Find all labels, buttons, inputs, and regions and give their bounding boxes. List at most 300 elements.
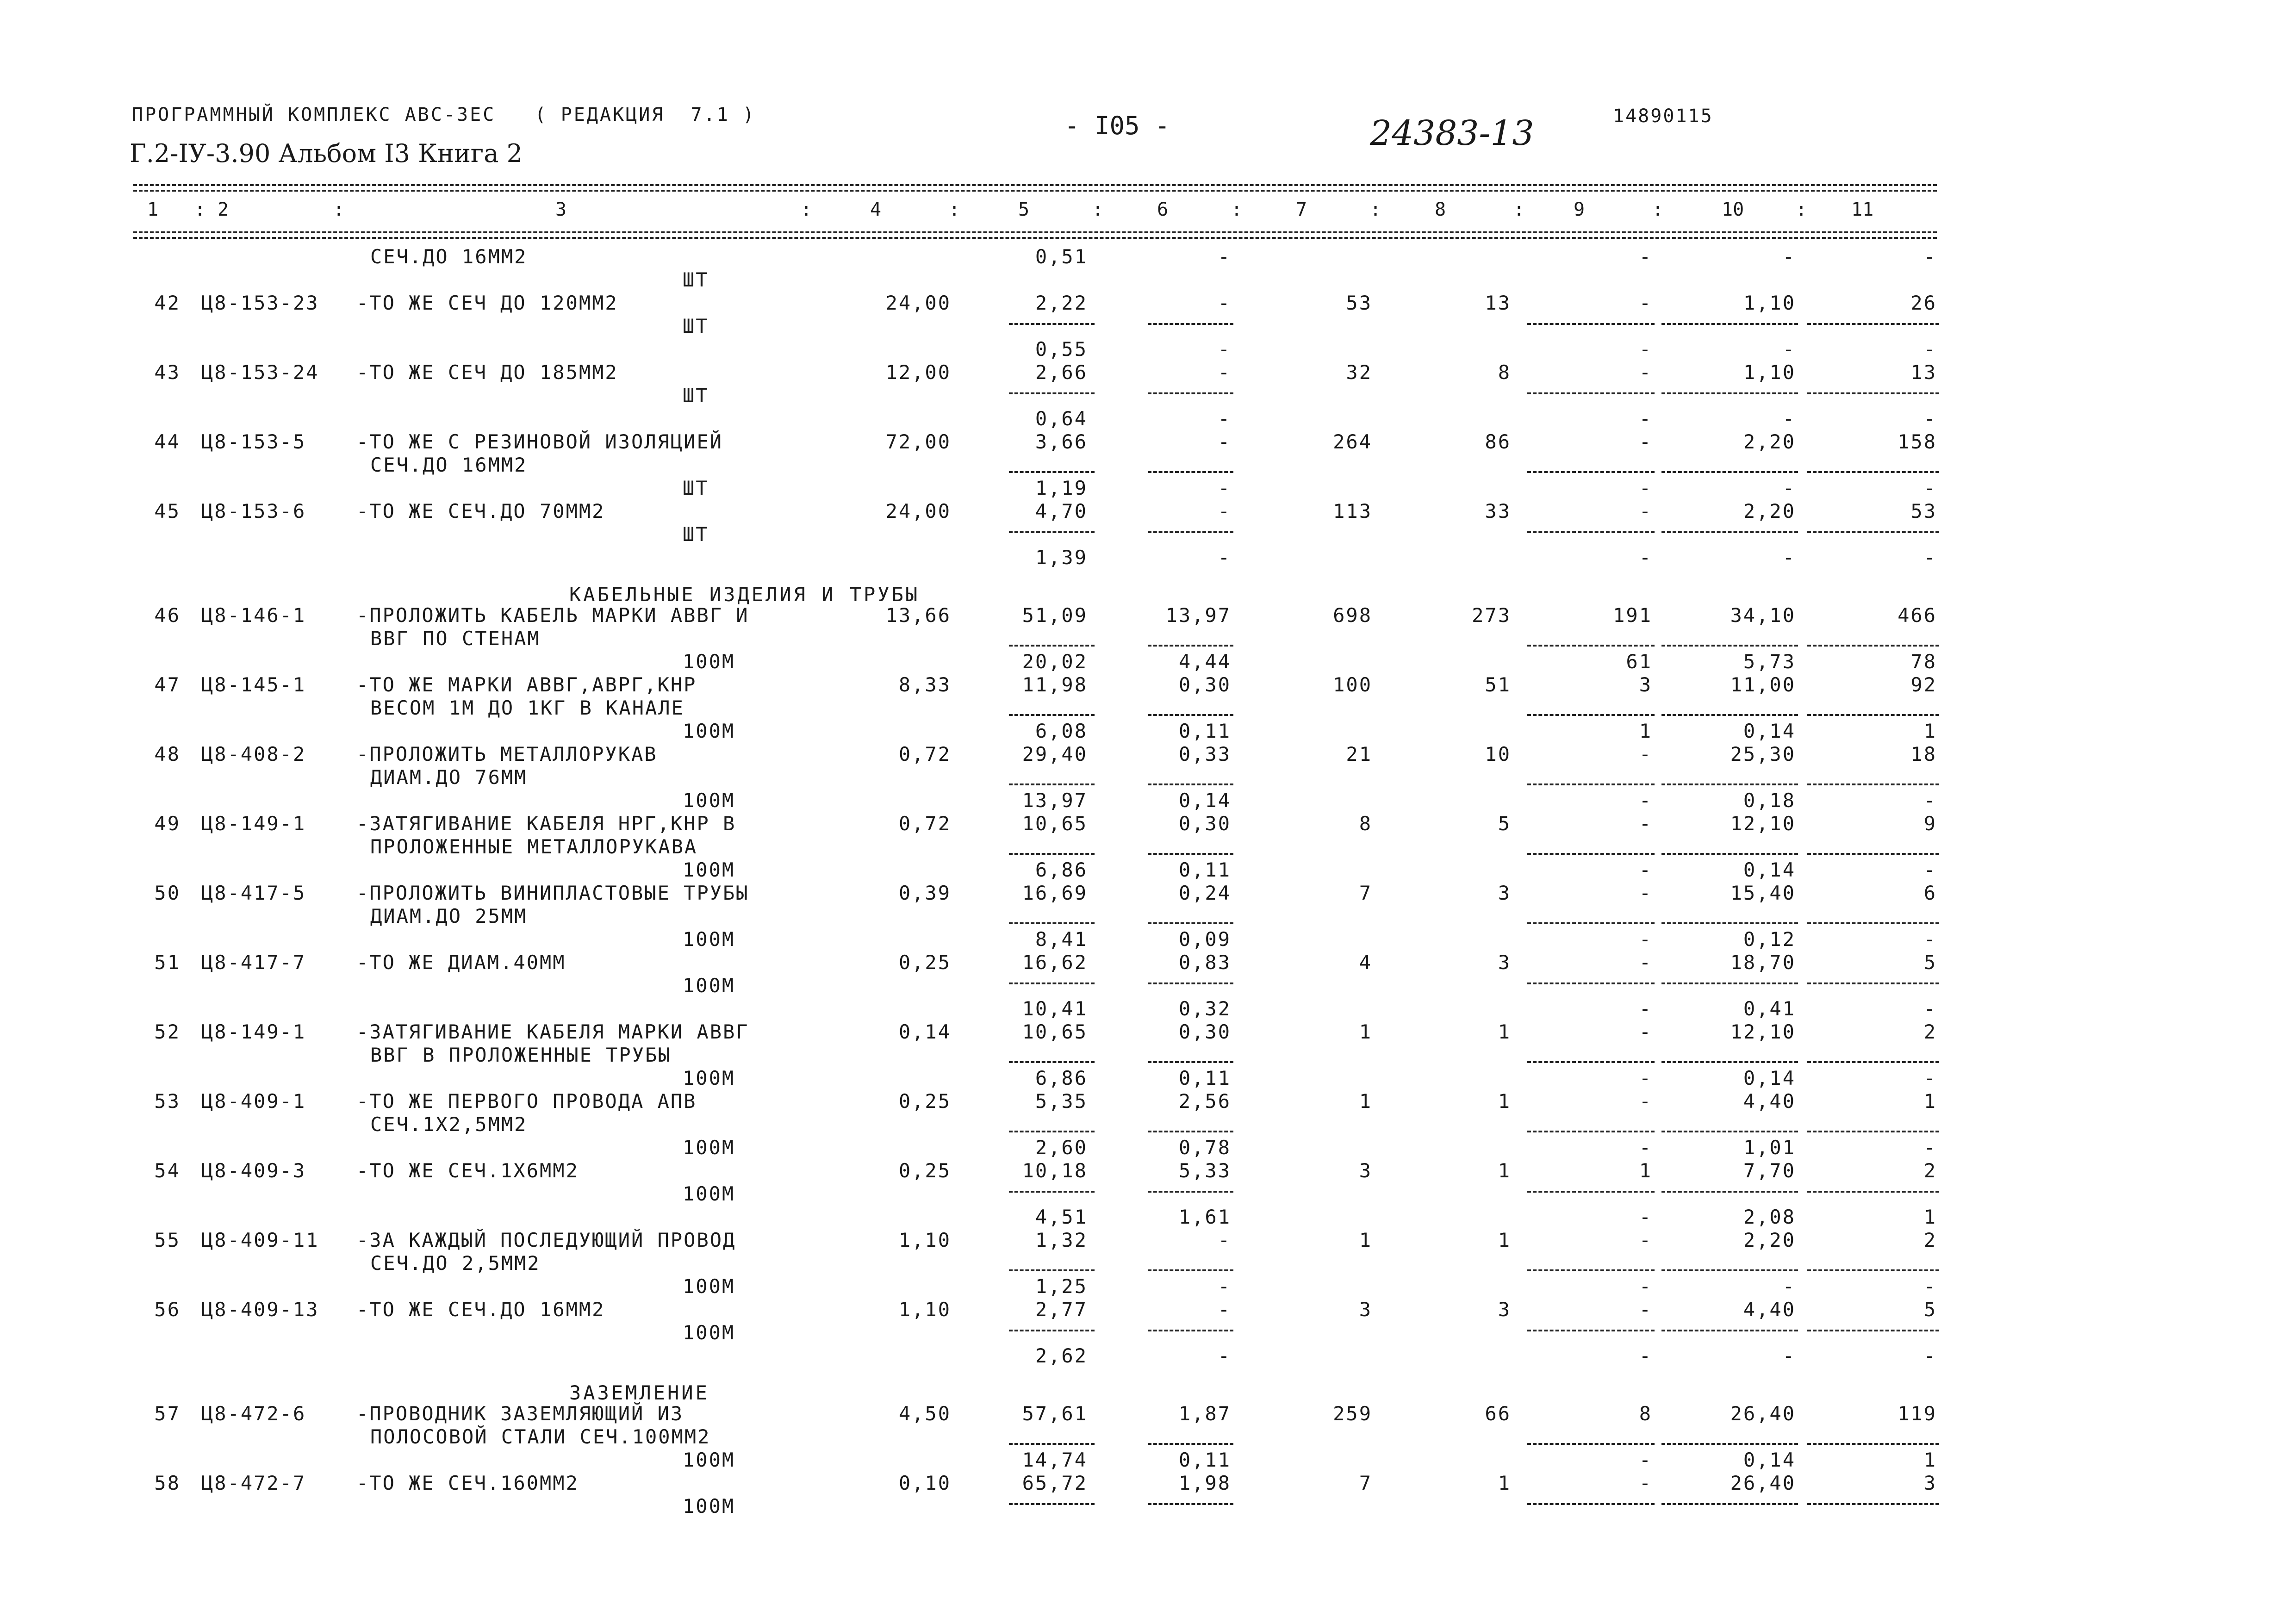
sub-rule — [1148, 392, 1233, 394]
sub-rule — [1661, 853, 1798, 855]
sub-rule — [1148, 784, 1233, 785]
sub-cell-c10: - — [1782, 338, 1796, 361]
sub-rule — [1527, 1131, 1655, 1132]
rate-code: Ц8-149-1 — [201, 1020, 306, 1043]
cell-c8: 8 — [1498, 361, 1511, 384]
cell-c5: 1,32 — [1035, 1229, 1088, 1251]
sub-cell-c11: - — [1923, 858, 1937, 881]
program-header: ПРОГРАММНЫЙ КОМПЛЕКС АВС-3ЕС ( РЕДАКЦИЯ 7.1 ) — [132, 104, 756, 125]
cell-c11: 2 — [1923, 1229, 1937, 1251]
sub-rule — [1807, 471, 1939, 473]
row-description: -ПРОЛОЖИТЬ ВИНИПЛАСТОВЫЕ ТРУБЫ — [356, 882, 749, 904]
cell-c9: 191 — [1613, 604, 1652, 627]
row-number: 42 — [154, 292, 180, 314]
cell-c9: - — [1639, 882, 1652, 904]
sub-cell-c6: 0,14 — [1178, 789, 1231, 812]
sub-cell-c11: 1 — [1923, 720, 1937, 742]
cell-c10: - — [1782, 245, 1796, 268]
sub-cell-c5: 14,74 — [1022, 1449, 1088, 1471]
sub-cell-c10: 0,14 — [1743, 1067, 1796, 1089]
cell-c10: 25,30 — [1730, 743, 1796, 765]
row-number: 47 — [154, 673, 180, 696]
cell-c6: 0,30 — [1178, 812, 1231, 835]
sub-cell-c10: 0,12 — [1743, 928, 1796, 951]
sub-cell-c6: - — [1218, 477, 1231, 499]
cell-c6: - — [1218, 245, 1231, 268]
sub-cell-c11: - — [1923, 789, 1937, 812]
sub-rule — [1527, 471, 1655, 473]
sub-rule — [1527, 1191, 1655, 1193]
estimate-table — [0, 245, 2296, 1578]
cell-c9: - — [1639, 1229, 1652, 1251]
cell-c10: 2,20 — [1743, 430, 1796, 453]
cell-c10: 2,20 — [1743, 1229, 1796, 1251]
unit-of-measure: 100М — [683, 789, 735, 812]
sub-rule — [1527, 714, 1655, 716]
sub-cell-c11: - — [1923, 546, 1937, 569]
sub-rule — [1148, 323, 1233, 325]
sub-rule — [1807, 1503, 1939, 1505]
top-rule — [133, 184, 1937, 186]
sub-rule — [1661, 1443, 1798, 1445]
cell-c9: - — [1639, 951, 1652, 974]
cell-c5: 10,65 — [1022, 1020, 1088, 1043]
cell-c8: 5 — [1498, 812, 1511, 835]
cell-c10: 18,70 — [1730, 951, 1796, 974]
column-number-6: 6 — [1157, 199, 1169, 220]
cell-c9: - — [1639, 361, 1652, 384]
cell-c4: 1,10 — [898, 1298, 951, 1321]
cell-c11: 2 — [1923, 1159, 1937, 1182]
sub-rule — [1661, 714, 1798, 716]
sub-rule — [1527, 1061, 1655, 1063]
row-number: 58 — [154, 1472, 180, 1494]
sub-cell-c5: 4,51 — [1035, 1206, 1088, 1228]
cell-c7: 264 — [1333, 430, 1372, 453]
sub-cell-c5: 6,86 — [1035, 858, 1088, 881]
row-description: -ПРОЛОЖИТЬ КАБЕЛЬ МАРКИ АВВГ И — [356, 604, 749, 627]
unit-of-measure: 100М — [683, 650, 735, 673]
sub-rule — [1148, 1269, 1233, 1271]
sub-cell-c11: - — [1923, 407, 1937, 430]
column-separator: : — [1092, 199, 1104, 220]
cell-c8: 3 — [1498, 882, 1511, 904]
sub-rule — [1009, 1191, 1095, 1193]
cell-c4: 0,72 — [898, 812, 951, 835]
row-number: 43 — [154, 361, 180, 384]
cell-c9: - — [1639, 500, 1652, 522]
sub-rule — [1148, 714, 1233, 716]
cell-c7: 7 — [1359, 1472, 1372, 1494]
sub-cell-c5: 8,41 — [1035, 928, 1088, 951]
sub-rule — [1009, 323, 1095, 325]
cell-c6: 1,87 — [1178, 1402, 1231, 1425]
cell-c9: - — [1639, 1472, 1652, 1494]
sub-rule — [1009, 1131, 1095, 1132]
cell-c6: 0,33 — [1178, 743, 1231, 765]
row-description-line2: СЕЧ.ДО 16ММ2 — [370, 454, 528, 476]
row-description: -ЗА КАЖДЫЙ ПОСЛЕДУЮЩИЙ ПРОВОД — [356, 1229, 736, 1251]
cell-c5: 16,69 — [1022, 882, 1088, 904]
cell-c8: 1 — [1498, 1090, 1511, 1113]
sub-cell-c11: - — [1923, 1275, 1937, 1298]
cell-c5: 2,66 — [1035, 361, 1088, 384]
cell-c10: 34,10 — [1730, 604, 1796, 627]
sub-cell-c6: 4,44 — [1178, 650, 1231, 673]
cell-c6: - — [1218, 292, 1231, 314]
cell-c10: 12,10 — [1730, 1020, 1796, 1043]
rate-code: Ц8-409-1 — [201, 1090, 306, 1113]
cell-c7: 4 — [1359, 951, 1372, 974]
sub-cell-c5: 0,64 — [1035, 407, 1088, 430]
sub-rule — [1527, 1503, 1655, 1505]
sub-cell-c10: - — [1782, 546, 1796, 569]
header-bottom-rule — [133, 231, 1937, 233]
sub-rule — [1807, 922, 1939, 924]
row-number: 57 — [154, 1402, 180, 1425]
column-number-4: 4 — [870, 199, 882, 220]
cell-c4: 0,25 — [898, 951, 951, 974]
sub-cell-c10: - — [1782, 1344, 1796, 1367]
cell-c4: 0,39 — [898, 882, 951, 904]
row-number: 54 — [154, 1159, 180, 1182]
cell-c10: 1,10 — [1743, 292, 1796, 314]
cell-c9: - — [1639, 743, 1652, 765]
cell-c11: 466 — [1898, 604, 1937, 627]
sub-cell-c9: - — [1639, 477, 1652, 499]
cell-c7: 3 — [1359, 1298, 1372, 1321]
cell-c5: 11,98 — [1022, 673, 1088, 696]
sub-rule — [1148, 1330, 1233, 1331]
sub-cell-c6: - — [1218, 1344, 1231, 1367]
cell-c7: 698 — [1333, 604, 1372, 627]
sub-cell-c9: - — [1639, 1136, 1652, 1159]
cell-c7: 3 — [1359, 1159, 1372, 1182]
cell-c4: 13,66 — [885, 604, 951, 627]
cell-c8: 10 — [1485, 743, 1511, 765]
cell-c8: 1 — [1498, 1020, 1511, 1043]
sub-rule — [1661, 1061, 1798, 1063]
sub-rule — [1009, 983, 1095, 984]
cell-c8: 66 — [1485, 1402, 1511, 1425]
cell-c4: 0,10 — [898, 1472, 951, 1494]
sub-rule — [1527, 983, 1655, 984]
cell-c4: 24,00 — [885, 500, 951, 522]
sub-rule — [1009, 784, 1095, 785]
unit-of-measure: ШТ — [683, 315, 709, 337]
row-description-line2: СЕЧ.1Х2,5ММ2 — [370, 1113, 528, 1136]
cell-c5: 0,51 — [1035, 245, 1088, 268]
sub-rule — [1527, 392, 1655, 394]
sub-cell-c6: - — [1218, 1275, 1231, 1298]
unit-of-measure: ШТ — [683, 523, 709, 546]
cell-c4: 0,72 — [898, 743, 951, 765]
sub-rule — [1661, 531, 1798, 533]
cell-c5: 2,22 — [1035, 292, 1088, 314]
cell-c6: 0,30 — [1178, 1020, 1231, 1043]
cell-c5: 5,35 — [1035, 1090, 1088, 1113]
unit-of-measure: 100М — [683, 1136, 735, 1159]
cell-c9: - — [1639, 292, 1652, 314]
row-description: -ТО ЖЕ ПЕРВОГО ПРОВОДА АПВ — [356, 1090, 697, 1113]
sub-rule — [1807, 323, 1939, 325]
cell-c5: 2,77 — [1035, 1298, 1088, 1321]
cell-c8: 3 — [1498, 1298, 1511, 1321]
row-description: -ТО ЖЕ СЕЧ.ДО 70ММ2 — [356, 500, 605, 522]
sub-rule — [1661, 983, 1798, 984]
cell-c6: 1,98 — [1178, 1472, 1231, 1494]
cell-c11: 18 — [1910, 743, 1937, 765]
cell-c11: - — [1923, 245, 1937, 268]
sub-rule — [1661, 922, 1798, 924]
unit-of-measure: ШТ — [683, 384, 709, 407]
cell-c4: 4,50 — [898, 1402, 951, 1425]
column-separator: : — [333, 199, 345, 220]
column-number-9: 9 — [1574, 199, 1585, 220]
sub-cell-c9: - — [1639, 1275, 1652, 1298]
sub-rule — [1527, 1330, 1655, 1331]
sub-cell-c11: 78 — [1910, 650, 1937, 673]
row-number: 45 — [154, 500, 180, 522]
sub-rule — [1527, 323, 1655, 325]
column-number-11: 11 — [1851, 199, 1874, 220]
sub-rule — [1807, 784, 1939, 785]
sub-rule — [1807, 1330, 1939, 1331]
sub-cell-c5: 1,19 — [1035, 477, 1088, 499]
cell-c6: 0,83 — [1178, 951, 1231, 974]
sub-rule — [1807, 1269, 1939, 1271]
cell-c5: 4,70 — [1035, 500, 1088, 522]
cell-c4: 72,00 — [885, 430, 951, 453]
sub-rule — [1807, 714, 1939, 716]
top-rule-2 — [133, 190, 1937, 192]
column-number-row — [0, 199, 2296, 227]
sub-cell-c10: 1,01 — [1743, 1136, 1796, 1159]
cell-c6: 5,33 — [1178, 1159, 1231, 1182]
sub-cell-c10: 5,73 — [1743, 650, 1796, 673]
unit-of-measure: 100М — [683, 1495, 735, 1517]
rate-code: Ц8-153-5 — [201, 430, 306, 453]
column-separator: : — [1652, 199, 1664, 220]
sub-rule — [1807, 392, 1939, 394]
cell-c5: 10,65 — [1022, 812, 1088, 835]
row-description: -ТО ЖЕ СЕЧ ДО 185ММ2 — [356, 361, 618, 384]
cell-c4: 8,33 — [898, 673, 951, 696]
cell-c9: - — [1639, 812, 1652, 835]
cell-c5: 29,40 — [1022, 743, 1088, 765]
sub-cell-c5: 2,62 — [1035, 1344, 1088, 1367]
column-separator: : — [194, 199, 206, 220]
column-separator: : — [801, 199, 812, 220]
cell-c7: 259 — [1333, 1402, 1372, 1425]
sub-rule — [1148, 645, 1233, 647]
sub-cell-c9: - — [1639, 789, 1652, 812]
sub-cell-c10: - — [1782, 407, 1796, 430]
rate-code: Ц8-472-6 — [201, 1402, 306, 1425]
cell-c10: 2,20 — [1743, 500, 1796, 522]
cell-c7: 1 — [1359, 1020, 1372, 1043]
row-description: -ТО ЖЕ СЕЧ.ДО 16ММ2 — [356, 1298, 605, 1321]
sub-cell-c10: 0,14 — [1743, 1449, 1796, 1471]
row-number: 50 — [154, 882, 180, 904]
row-description-line2: ДИАМ.ДО 25ММ — [370, 905, 528, 927]
row-number: 52 — [154, 1020, 180, 1043]
row-description-line2: ВВГ ПО СТЕНАМ — [370, 627, 541, 650]
sub-cell-c6: 0,11 — [1178, 720, 1231, 742]
cell-c11: 119 — [1898, 1402, 1937, 1425]
unit-of-measure: 100М — [683, 928, 735, 951]
cell-c6: - — [1218, 1229, 1231, 1251]
rate-code: Ц8-149-1 — [201, 812, 306, 835]
sub-cell-c6: 0,09 — [1178, 928, 1231, 951]
sub-cell-c9: - — [1639, 1067, 1652, 1089]
sub-rule — [1807, 531, 1939, 533]
cell-c11: 92 — [1910, 673, 1937, 696]
column-number-1: 1 — [147, 199, 159, 220]
sub-rule — [1527, 853, 1655, 855]
sub-rule — [1009, 531, 1095, 533]
cell-c10: 15,40 — [1730, 882, 1796, 904]
sub-cell-c6: - — [1218, 407, 1231, 430]
sub-rule — [1009, 1503, 1095, 1505]
cell-c11: 26 — [1910, 292, 1937, 314]
cell-c8: 1 — [1498, 1229, 1511, 1251]
sub-cell-c5: 10,41 — [1022, 997, 1088, 1020]
cell-c4: 0,25 — [898, 1090, 951, 1113]
row-description-line2: ПОЛОСОВОЙ СТАЛИ СЕЧ.100ММ2 — [370, 1425, 711, 1448]
cell-c4: 24,00 — [885, 292, 951, 314]
unit-of-measure: 100М — [683, 1067, 735, 1089]
cell-c7: 8 — [1359, 812, 1372, 835]
sub-cell-c9: - — [1639, 1206, 1652, 1228]
cell-c6: 13,97 — [1165, 604, 1231, 627]
cell-c8: 1 — [1498, 1472, 1511, 1494]
sub-cell-c11: 1 — [1923, 1449, 1937, 1471]
column-separator: : — [1513, 199, 1525, 220]
sub-rule — [1148, 1191, 1233, 1193]
cell-c7: 100 — [1333, 673, 1372, 696]
row-description-continued: СЕЧ.ДО 16ММ2 — [370, 245, 528, 268]
unit-of-measure: 100М — [683, 1321, 735, 1344]
row-description: -ТО ЖЕ СЕЧ.160ММ2 — [356, 1472, 579, 1494]
sub-cell-c11: - — [1923, 338, 1937, 361]
cell-c9: - — [1639, 1090, 1652, 1113]
column-number-10: 10 — [1722, 199, 1744, 220]
sub-cell-c11: - — [1923, 1067, 1937, 1089]
cell-c6: 0,24 — [1178, 882, 1231, 904]
sub-rule — [1527, 1443, 1655, 1445]
sub-cell-c9: - — [1639, 997, 1652, 1020]
sub-cell-c11: - — [1923, 1344, 1937, 1367]
rate-code: Ц8-146-1 — [201, 604, 306, 627]
rate-code: Ц8-153-23 — [201, 292, 319, 314]
cell-c6: - — [1218, 430, 1231, 453]
cell-c5: 51,09 — [1022, 604, 1088, 627]
sub-cell-c9: 1 — [1639, 720, 1652, 742]
row-description: -ТО ЖЕ МАРКИ АВВГ,АВРГ,КНР — [356, 673, 697, 696]
cell-c4: 1,10 — [898, 1229, 951, 1251]
sub-rule — [1661, 471, 1798, 473]
row-number: 49 — [154, 812, 180, 835]
sub-cell-c10: 0,14 — [1743, 720, 1796, 742]
section-heading-cables: КАБЕЛЬНЫЕ ИЗДЕЛИЯ И ТРУБЫ — [569, 583, 920, 606]
rate-code: Ц8-408-2 — [201, 743, 306, 765]
column-number-7: 7 — [1296, 199, 1307, 220]
sub-rule — [1807, 983, 1939, 984]
sub-rule — [1527, 645, 1655, 647]
sub-cell-c9: - — [1639, 1344, 1652, 1367]
sub-rule — [1009, 645, 1095, 647]
sub-cell-c6: 0,11 — [1178, 1449, 1231, 1471]
cell-c11: 9 — [1923, 812, 1937, 835]
sub-rule — [1527, 784, 1655, 785]
sub-cell-c11: - — [1923, 1136, 1937, 1159]
cell-c8: 1 — [1498, 1159, 1511, 1182]
row-number: 48 — [154, 743, 180, 765]
row-number: 55 — [154, 1229, 180, 1251]
sub-cell-c11: - — [1923, 477, 1937, 499]
rate-code: Ц8-409-11 — [201, 1229, 319, 1251]
cell-c6: - — [1218, 500, 1231, 522]
row-number: 56 — [154, 1298, 180, 1321]
sub-cell-c6: 0,78 — [1178, 1136, 1231, 1159]
sub-cell-c9: - — [1639, 407, 1652, 430]
sub-rule — [1148, 531, 1233, 533]
rate-code: Ц8-409-13 — [201, 1298, 319, 1321]
cell-c11: 2 — [1923, 1020, 1937, 1043]
sub-rule — [1661, 1131, 1798, 1132]
sub-cell-c11: - — [1923, 928, 1937, 951]
cell-c9: - — [1639, 1298, 1652, 1321]
handwritten-code: 24383-13 — [1370, 113, 1534, 153]
row-description-line2: ДИАМ.ДО 76ММ — [370, 766, 528, 789]
cell-c10: 26,40 — [1730, 1472, 1796, 1494]
cell-c10: 26,40 — [1730, 1402, 1796, 1425]
cell-c7: 7 — [1359, 882, 1372, 904]
cell-c5: 16,62 — [1022, 951, 1088, 974]
column-number-2: 2 — [218, 199, 229, 220]
rate-code: Ц8-472-7 — [201, 1472, 306, 1494]
cell-c10: 12,10 — [1730, 812, 1796, 835]
column-separator: : — [949, 199, 960, 220]
sub-rule — [1807, 645, 1939, 647]
rate-code: Ц8-145-1 — [201, 673, 306, 696]
row-description: -ТО ЖЕ С РЕЗИНОВОЙ ИЗОЛЯЦИЕЙ — [356, 430, 723, 453]
sub-cell-c5: 1,39 — [1035, 546, 1088, 569]
sub-cell-c10: 2,08 — [1743, 1206, 1796, 1228]
cell-c11: 13 — [1910, 361, 1937, 384]
sub-cell-c9: - — [1639, 928, 1652, 951]
cell-c9: 8 — [1639, 1402, 1652, 1425]
sub-rule — [1009, 853, 1095, 855]
row-number: 53 — [154, 1090, 180, 1113]
cell-c5: 3,66 — [1035, 430, 1088, 453]
row-description: -ПРОЛОЖИТЬ МЕТАЛЛОРУКАВ — [356, 743, 658, 765]
sub-cell-c10: - — [1782, 477, 1796, 499]
row-description: -ЗАТЯГИВАНИЕ КАБЕЛЯ НРГ,КНР В — [356, 812, 736, 835]
sub-rule — [1148, 1131, 1233, 1132]
sub-rule — [1807, 1443, 1939, 1445]
cell-c9: 1 — [1639, 1159, 1652, 1182]
sub-rule — [1527, 922, 1655, 924]
sub-cell-c5: 0,55 — [1035, 338, 1088, 361]
unit-of-measure: ШТ — [683, 477, 709, 499]
cell-c9: 3 — [1639, 673, 1652, 696]
sub-rule — [1661, 1330, 1798, 1331]
cell-c7: 21 — [1346, 743, 1372, 765]
sub-cell-c6: - — [1218, 546, 1231, 569]
cell-c11: 158 — [1898, 430, 1937, 453]
